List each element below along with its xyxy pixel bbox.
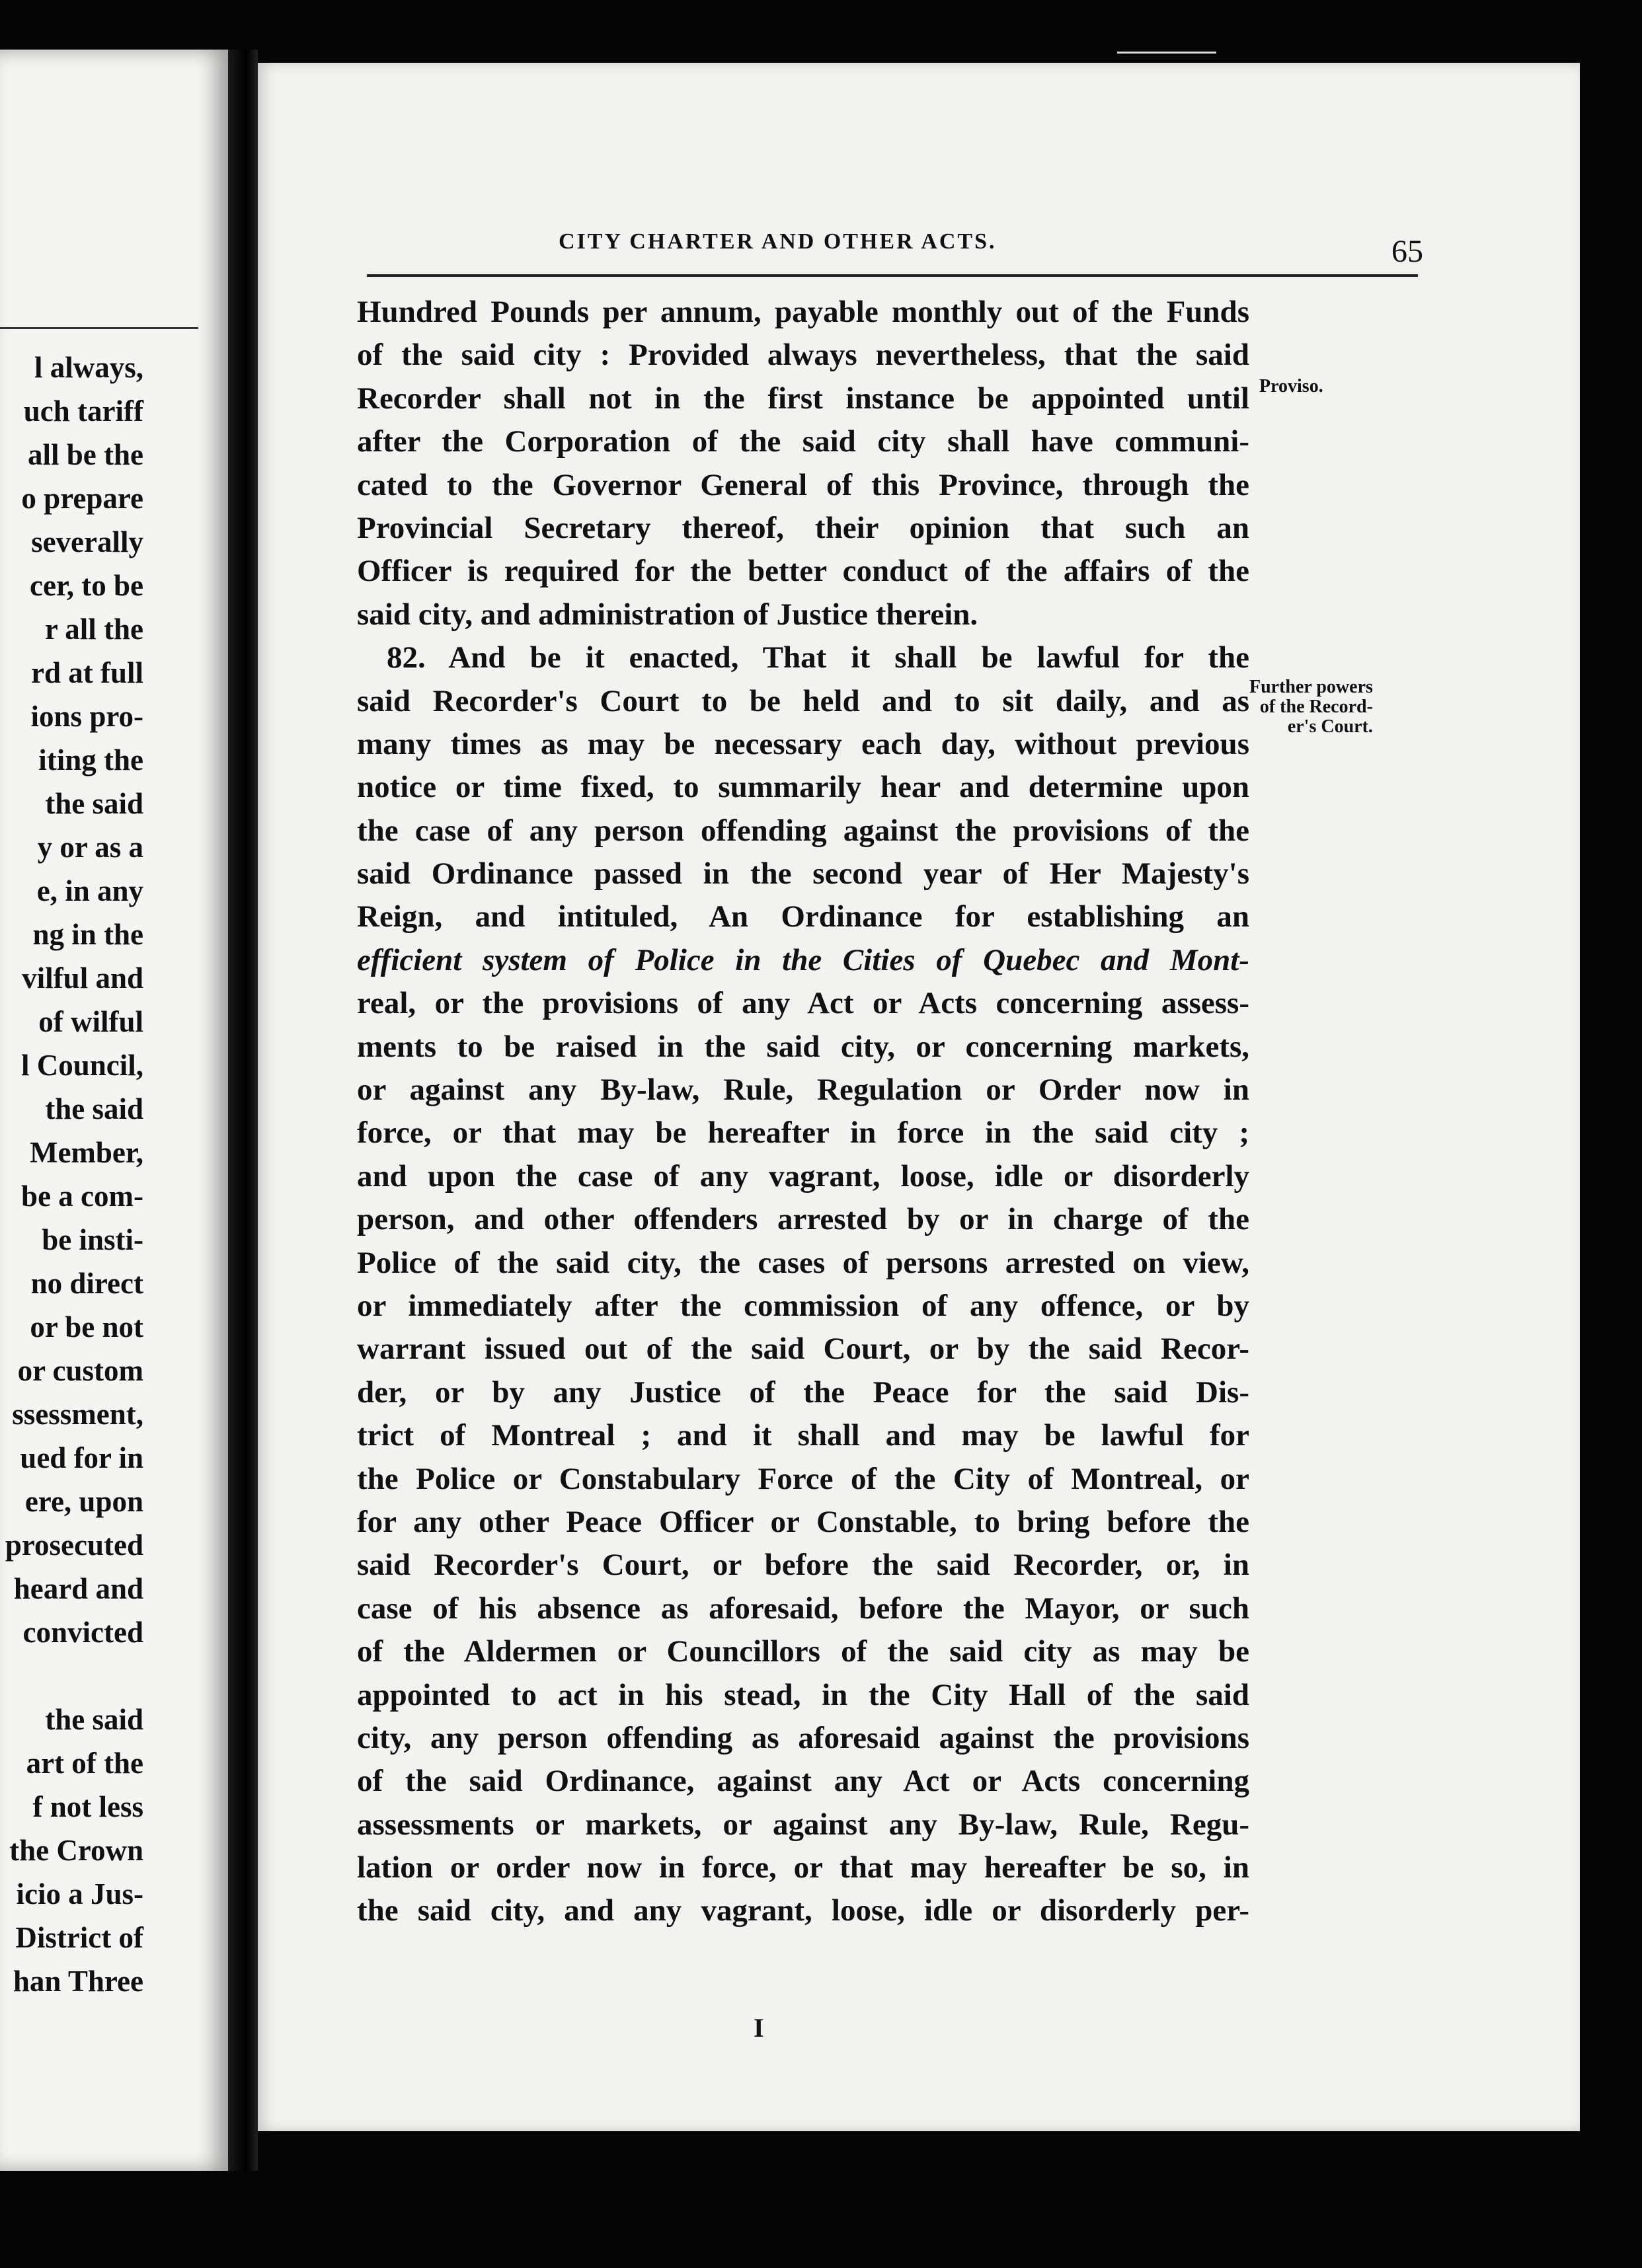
text-line: District of: [15, 1921, 143, 1954]
page-number: 65: [1391, 234, 1423, 269]
text-line: person, and other offenders arrested by or in charge of the: [357, 1202, 1249, 1237]
text-line: der, or by any Justice of the Peace for the said Dis-: [357, 1375, 1249, 1410]
text-line: Member,: [29, 1136, 143, 1169]
text-line: ments to be raised in the said city, or concerning markets,: [357, 1029, 1249, 1064]
previous-page: [0, 50, 228, 2171]
margin-note-proviso: Proviso.: [1259, 376, 1323, 397]
text-line: prosecuted: [5, 1529, 143, 1562]
text-line: o prepare: [21, 482, 143, 515]
text-line: or be not: [30, 1310, 143, 1343]
text-line: real, or the provisions of any Act or Acts concerning assess-: [357, 986, 1249, 1021]
text-line: of wilful: [38, 1005, 143, 1038]
text-line: convicted: [22, 1616, 143, 1649]
text-line: l Council,: [20, 1049, 143, 1082]
text-line: ng in the: [32, 918, 143, 951]
text-line: icio a Jus-: [16, 1877, 143, 1910]
text-line: iting the: [38, 743, 143, 776]
previous-page-rule: [0, 327, 198, 329]
text-line: ssessment,: [12, 1398, 143, 1431]
text-line: notice or time fixed, to summarily hear and determine upon: [357, 770, 1249, 805]
text-line: f not less: [32, 1790, 143, 1823]
book-gutter: [228, 50, 258, 2171]
text-line: be insti-: [42, 1223, 143, 1256]
text-line: cer, to be: [29, 569, 143, 602]
text-line: y or as a: [37, 831, 143, 864]
text-line: uch tariff: [23, 395, 143, 428]
text-line: said Recorder's Court to be held and to sit daily, and as: [357, 683, 1249, 718]
text-line: Police of the said city, the cases of persons arrested on view,: [357, 1245, 1249, 1280]
signature-mark: I: [754, 2013, 764, 2043]
text-line: 82. And be it enacted, That it shall be lawful for the: [387, 640, 1249, 675]
text-line: said city, and administration of Justice therein.: [357, 597, 978, 632]
text-line: lation or order now in force, or that may hereafter be so, in: [357, 1850, 1249, 1885]
text-line: the said city, and any vagrant, loose, idle or disorderly per-: [357, 1893, 1249, 1928]
text-line: warrant issued out of the said Court, or by the said Recor-: [357, 1332, 1249, 1367]
text-line: said Ordinance passed in the second year of Her Majesty's: [357, 856, 1249, 891]
previous-page-text: [5, 346, 143, 2003]
text-line: of the said city : Provided always nevertheless, that the said: [357, 338, 1249, 373]
text-line: appointed to act in his stead, in the City Hall of the said: [357, 1677, 1249, 1712]
scan-mark: [1117, 52, 1216, 54]
text-line: all be the: [28, 438, 143, 471]
text-line: of the Aldermen or Councillors of the said city as may be: [357, 1634, 1249, 1669]
text-line: trict of Montreal ; and it shall and may be lawful for: [357, 1418, 1249, 1453]
book-page: [258, 63, 1580, 2131]
text-line: e, in any: [36, 874, 143, 907]
text-line: the said: [45, 787, 143, 820]
text-line: the Police or Constabulary Force of the City of Montreal, or: [357, 1461, 1249, 1496]
text-line: many times as may be necessary each day, without previous: [357, 726, 1249, 761]
text-line: for any other Peace Officer or Constable, to bring before the: [357, 1504, 1249, 1539]
text-line: the said: [45, 1703, 143, 1736]
text-line: or against any By-law, Rule, Regulation or Order now in: [357, 1073, 1249, 1108]
text-line: the said: [45, 1092, 143, 1125]
text-line: said Recorder's Court, or before the said Recorder, or, in: [357, 1548, 1249, 1583]
text-line: be a com-: [21, 1180, 143, 1213]
text-line: assessments or markets, or against any By-law, Rule, Regu-: [357, 1807, 1249, 1842]
text-line: city, any person offending as aforesaid against the provisions: [357, 1720, 1249, 1755]
text-line: or custom: [17, 1354, 143, 1387]
text-line: the Crown: [9, 1834, 143, 1867]
text-line: efficient system of Police in the Cities of Quebec and Mont-: [357, 942, 1249, 977]
text-line: Hundred Pounds per annum, payable monthly out of the Funds: [357, 295, 1249, 329]
text-line: of the said Ordinance, against any Act or Acts concerning: [357, 1764, 1249, 1799]
margin-note-line: of the Record-: [1259, 697, 1373, 717]
text-line: no direct: [30, 1267, 143, 1300]
text-line: Recorder shall not in the first instance be appointed until: [357, 381, 1249, 416]
text-line: cated to the Governor General of this Province, through the: [357, 467, 1249, 502]
text-line: and upon the case of any vagrant, loose, idle or disorderly: [357, 1158, 1249, 1193]
text-line: case of his absence as aforesaid, before the Mayor, or such: [357, 1591, 1249, 1626]
text-line: Provincial Secretary thereof, their opinion that such an: [357, 510, 1249, 545]
text-line: or immediately after the commission of any offence, or by: [357, 1288, 1249, 1323]
text-line: the case of any person offending against the provisions of the: [357, 813, 1249, 848]
running-head: CITY CHARTER AND OTHER ACTS.: [559, 229, 997, 254]
text-line: force, or that may be hereafter in force in the said city ;: [357, 1115, 1249, 1151]
margin-note-line: Further powers: [1249, 677, 1373, 697]
text-line: rd at full: [30, 656, 143, 689]
text-line: Officer is required for the better conduct of the affairs of the: [357, 554, 1249, 589]
text-line: ued for in: [20, 1441, 143, 1474]
text-line: severally: [31, 525, 143, 558]
margin-note-line: er's Court.: [1287, 716, 1373, 737]
header-rule: [367, 274, 1418, 277]
text-line: ere, upon: [24, 1485, 143, 1518]
text-line: art of the: [26, 1747, 143, 1780]
text-line: r all the: [44, 613, 143, 646]
text-line: han Three: [13, 1965, 143, 1998]
margin-note-further-powers: [1249, 677, 1373, 737]
body-text: [357, 291, 1249, 1933]
text-line: after the Corporation of the said city shall have communi-: [357, 424, 1249, 459]
text-line: ions pro-: [30, 700, 143, 733]
text-line: l always,: [34, 351, 143, 384]
text-line: heard and: [13, 1572, 143, 1605]
text-line: Reign, and intituled, An Ordinance for establishing an: [357, 899, 1249, 934]
text-line: vilful and: [22, 962, 143, 995]
